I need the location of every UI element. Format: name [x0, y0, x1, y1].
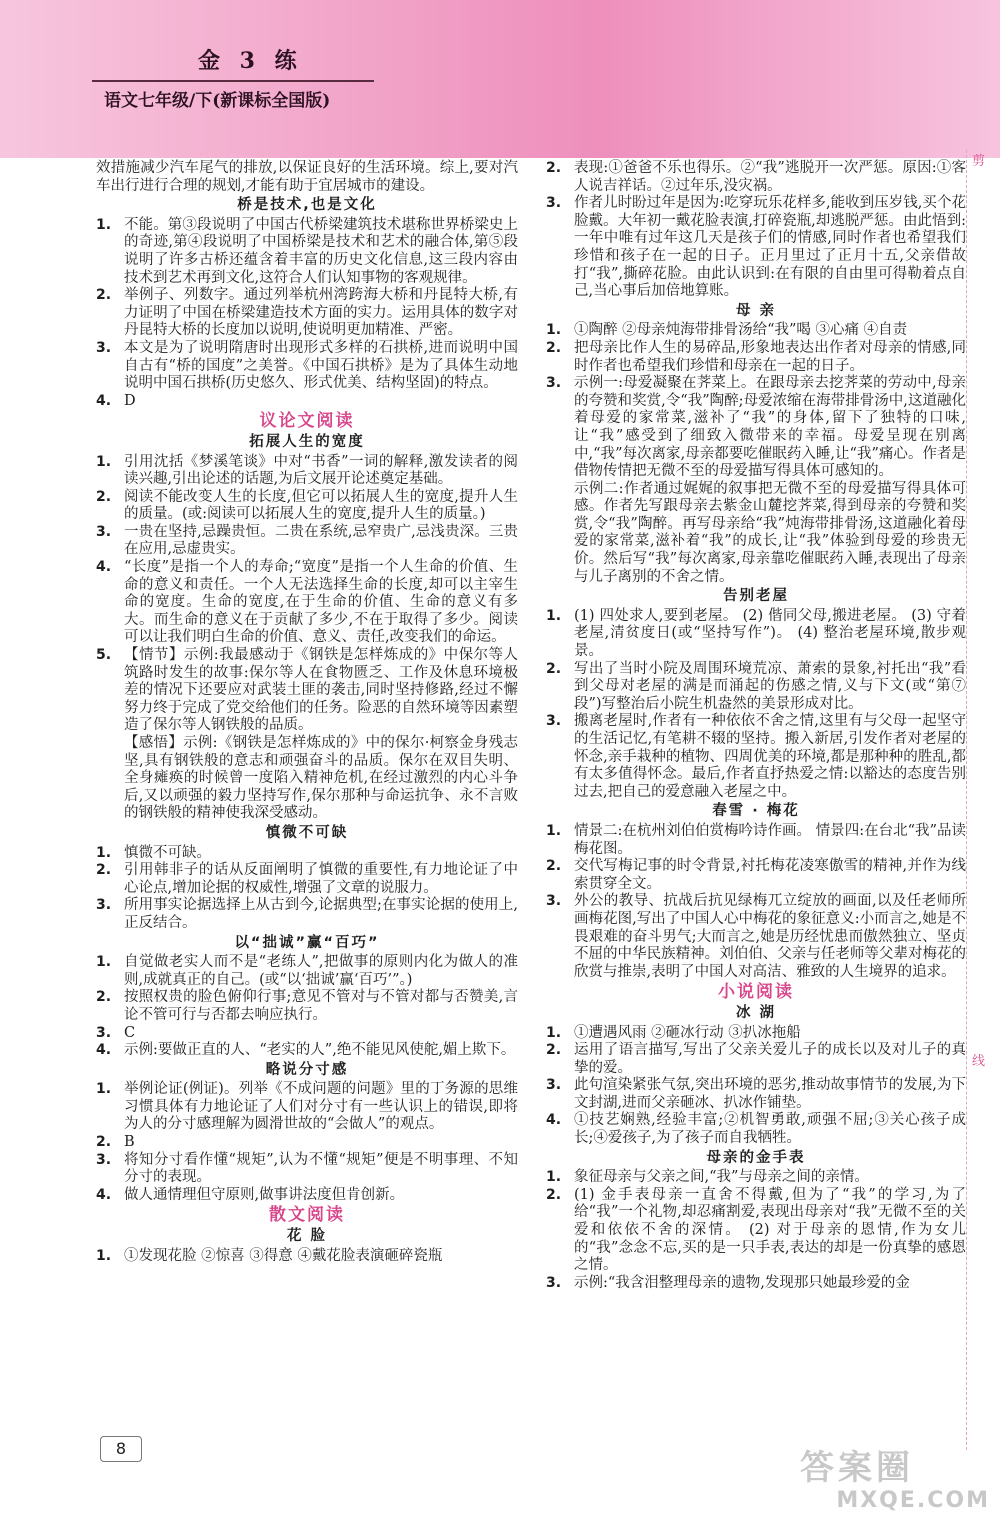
item-text: 作者儿时盼过年是因为:吃穿玩乐花样多,能收到压岁钱,买个花脸戴。大年初一戴花脸表演,打碎瓷瓶,却逃脱严惩。由此悟到:一年中唯有过年这几天是孩子们的情感,同时作者也希望我们珍惜和孩子在一起的日子。正月里过了正月十五,父亲借故打“我”,撕碎花脸。由此认识到:在有限的自由里可得勒着点自己,当心事后加倍地算账。: [574, 195, 966, 300]
item-number: 2.: [96, 989, 112, 1006]
item-text: 【感悟】示例:《钢铁是怎样炼成的》中的保尔·柯察金身残志坚,具有钢铁般的意志和顽强奋斗的品质。保尔在双目失明、全身瘫痪的时候曾一度陷入精神危机,在经过激烈的内心斗争后,又以顽强的毅力坚持写作,保尔那种与命运抗争、永不言败的钢铁般的精神使我深受感动。: [124, 735, 518, 822]
answer-item: [546, 1187, 966, 1275]
answer-item: [546, 893, 966, 981]
header-divider: [92, 80, 374, 82]
item-text: 引用韩非子的话从反面阐明了慎微的重要性,有力地论证了中心论点,增加论据的权威性,增强了文章的说服力。: [124, 862, 518, 896]
section-title: 散文阅读: [269, 1205, 345, 1226]
answer-item: [96, 862, 518, 897]
page-number: 8: [100, 1436, 142, 1462]
item-text: 一贵在坚持,忌躁贵恒。二贵在系统,忌窄贵广,忌浅贵深。三贵在应用,忌虚贵实。: [124, 523, 518, 558]
item-number: 4.: [96, 1186, 112, 1203]
answer-item: [546, 160, 966, 195]
right-column: [546, 160, 966, 1292]
item-text: 交代写梅记事的时令背景,衬托梅花凌寒傲雪的精神,并作为线索贯穿全文。: [574, 858, 966, 892]
cut-mark-top: 剪: [972, 154, 986, 169]
cut-line-decoration: [966, 150, 987, 1450]
item-text: ①发现花脸 ②惊喜 ③得意 ④戴花脸表演砸碎瓷瓶: [124, 1247, 443, 1264]
answer-item: [546, 340, 966, 375]
item-text: 举例子、列数字。通过列举杭州湾跨海大桥和丹昆特大桥,有力证明了中国在桥梁建造技术方面的实力。运用具体的数字对丹昆特大桥的长度加以说明,使说明更加精准、严密。: [124, 287, 518, 339]
item-text: 做人通情理但守原则,做事讲法度但肯创新。: [124, 1186, 405, 1203]
watermark-url: MXQE.COM: [836, 1488, 990, 1513]
item-text: “长度”是指一个人的寿命;“宽度”是指一个人生命的价值、生命的意义和责任。一个人无法选择生命的长度,却可以主宰生命的宽度。生命的宽度,在于生命的价值、生命的意义有多大。而生命的意义在于贡献了多少,不在于取得了多少。阅读可以让我们明白生命的价值、意义、责任,改变我们的命运。: [124, 559, 518, 646]
item-text: (1) 四处求人,要到老屋。 (2) 偕同父母,搬进老屋。 (3) 守着老屋,清贫度日(或“坚持写作”)。 (4) 整治老屋环境,散步观景。: [574, 607, 966, 660]
answer-item: [96, 217, 518, 287]
item-number: 3.: [546, 893, 562, 910]
item-number: 3.: [546, 1077, 562, 1094]
answer-item: [96, 1025, 518, 1043]
item-number: 1.: [96, 216, 112, 233]
subsection-title: 冰 湖: [735, 1004, 777, 1021]
item-number: 1.: [96, 453, 112, 470]
answer-item: [546, 322, 966, 340]
subsection-title: 慎微不可缺: [265, 824, 349, 841]
watermark-logo: 答案圈: [800, 1448, 914, 1488]
item-text: 象征母亲与父亲之间,“我”与母亲之间的亲情。: [574, 1169, 869, 1186]
item-number: 2.: [96, 488, 112, 505]
item-number: 1.: [96, 1081, 112, 1098]
item-number: 4.: [96, 1042, 112, 1059]
site-watermark: [800, 1448, 990, 1518]
item-number: 1.: [546, 1024, 562, 1041]
item-number: 1.: [546, 822, 562, 839]
answer-item: [96, 524, 518, 559]
cut-mark-line: 线: [972, 1054, 986, 1069]
answer-item: [96, 1187, 518, 1205]
answer-item: [546, 608, 966, 661]
item-text: 不能。第③段说明了中国古代桥梁建筑技术堪称世界桥梁史上的奇迹,第④段说明了中国桥梁是技术和艺术的融合体,第⑤段说明了许多古桥还蕴含着丰富的历史文化信息,这三段内容由技术到艺术再到文化,这符合人们认知事物的客观规律。: [124, 216, 518, 286]
answer-item: [96, 1248, 518, 1266]
subsection-title: 告别老屋: [723, 588, 789, 605]
item-text: 外公的教导、抗战后抗见绿梅兀立绽放的画面,以及任老师所画梅花图,写出了中国人心中梅花的象征意义:小而言之,她是不畏艰难的奋斗男气;大而言之,她是历经忧患而傲然独立、坚贞不屈的中华民族精神。刘伯伯、父亲与任老师等父辈对梅花的欣赏与推崇,表明了中国人对高洁、雅致的人生境界的追求。: [574, 893, 966, 980]
item-text: 将知分寸看作懂“规矩”,认为不懂“规矩”便是不明事理、不知分寸的表现。: [124, 1151, 518, 1186]
answer-item: [546, 713, 966, 801]
item-number: 2.: [546, 1186, 562, 1203]
answer-item: [96, 1134, 518, 1152]
item-text: 按照权贵的脸色俯仰行事;意见不管对与不管对都与否赞美,言论不管可行与否都去响应执行。: [124, 989, 518, 1023]
answer-item: [546, 1077, 966, 1112]
item-text: 运用了语言描写,写出了父亲关爱儿子的成长以及对儿子的真挚的爱。: [574, 1042, 966, 1076]
item-text: 示例:要做正直的人、“老实的人”,绝不能见风使舵,媚上欺下。: [124, 1042, 516, 1059]
item-number: 4.: [546, 1112, 562, 1129]
item-text: 示例一:母爱凝聚在荠菜上。在跟母亲去挖荠菜的劳动中,母亲的夸赞和奖赏,令“我”陶醉;母爱浓缩在海带排骨汤中,这道融化着母爱的家常菜,滋补了“我”的身体,留下了独特的口味,让“我”感受到了细致入微带来的幸福。母爱呈现在别离中,“我”每次离家,母亲都要吃催眠药入睡,让“我”痛心。作者是借物传情把无微不至的母爱描写得具体可感知的。: [574, 375, 966, 480]
item-number: 2.: [546, 1042, 562, 1059]
answer-item: [546, 481, 966, 587]
item-number: 1.: [96, 844, 112, 861]
subsection-title: 略说分寸感: [265, 1061, 349, 1078]
left-column: [96, 160, 518, 1265]
item-number: 4.: [96, 559, 112, 576]
item-text: 引用沈括《梦溪笔谈》中对“书香”一词的解释,激发读者的阅读兴趣,引出论述的话题,为后文展开论述奠定基础。: [124, 453, 518, 488]
answer-item: [96, 454, 518, 489]
item-text: C: [124, 1024, 136, 1041]
item-number: 3.: [96, 897, 112, 914]
answer-item: [96, 1081, 518, 1134]
answer-item: [96, 845, 518, 863]
item-number: 1.: [96, 954, 112, 971]
item-number: 2.: [546, 160, 562, 176]
item-text: 所用事实论据选择上从古到今,论据典型;在事实论据的使用上,正反结合。: [124, 897, 518, 931]
item-number: 3.: [546, 713, 562, 730]
item-text: ①技艺娴熟,经验丰富;②机智勇敢,顽强不屈;③关心孩子成长;④爱孩子,为了孩子而自我牺牲。: [574, 1112, 966, 1147]
item-number: 2.: [546, 660, 562, 677]
answer-item: [546, 375, 966, 481]
item-number: 1.: [546, 322, 562, 339]
answer-item: [546, 1112, 966, 1147]
item-number: 1.: [96, 1247, 112, 1264]
item-number: 5.: [96, 647, 112, 664]
answer-item: [96, 897, 518, 932]
answer-item: [546, 661, 966, 714]
answer-item: [546, 195, 966, 301]
subsection-title: 春雪 · 梅花: [712, 803, 800, 820]
answer-item: [546, 1169, 966, 1187]
page-header: [0, 0, 1000, 158]
item-text: 自觉做老实人而不是“老练人”,把做事的原则内化为做人的准则,成就真正的自己。(或“以‘拙诚’赢‘百巧’”。): [124, 954, 518, 988]
subsection-title: 母 亲: [735, 302, 777, 319]
answer-item: [96, 340, 518, 393]
answer-item: [96, 647, 518, 735]
item-text: 表现:①爸爸不乐也得乐。②“我”逃脱开一次严惩。原因:①客人说吉祥话。②过年乐,没灾祸。: [574, 160, 966, 194]
item-number: 3.: [96, 1024, 112, 1041]
subsection-title: 拓展人生的宽度: [249, 433, 365, 450]
item-text: 举例论证(例证)。列举《不成问题的问题》里的丁务源的思维习惯具体有力地论证了人们对分寸有一些认识上的错误,即将为人的分寸感理解为圆滑世故的“会做人”的观点。: [124, 1081, 518, 1133]
answer-item: [546, 823, 966, 858]
subsection-title: 母亲的金手表: [706, 1149, 806, 1166]
subsection-title: 花 脸: [286, 1228, 328, 1245]
answer-item: [96, 489, 518, 524]
item-text: ①陶醉 ②母亲炖海带排骨汤给“我”喝 ③心痛 ④自责: [574, 322, 908, 339]
subsection-title: 以“拙诚”赢“百巧”: [234, 934, 380, 951]
item-text: B: [124, 1134, 135, 1151]
answer-item: [96, 989, 518, 1024]
book-subtitle: 语文七年级/下(新课标全国版): [104, 91, 331, 111]
answer-item: [96, 1042, 518, 1060]
section-title: 议论文阅读: [259, 411, 355, 432]
item-number: 3.: [546, 1274, 562, 1291]
item-text: 此句渲染紧张气氛,突出环境的恶劣,推动故事情节的发展,为下文封湖,进而父亲砸冰、扒冰作铺垫。: [574, 1077, 966, 1111]
item-text: 【情节】示例:我最感动于《钢铁是怎样炼成的》中保尔等人筑路时发生的故事:保尔等人在食物匮乏、工作及休息环境极差的情况下还要应对武装土匪的袭击,同时坚持修路,经过不懈努力终于完成了党交给他们的任务。险恶的自然环境等因素塑造了保尔等人钢铁般的品质。: [124, 647, 518, 734]
item-text: 搬离老屋时,作者有一种依依不舍之情,这里有与父母一起坚守的生活记忆,有笔耕不辍的坚持。搬入新居,引发作者对老屋的怀念,亲手栽种的植物、四周优美的环境,都是那种种的胜乱,都有太多值得怀念。最后,作者直抒热爱之情:以豁达的态度告别过去,把自己的爱意融入老屋之中。: [574, 713, 966, 800]
answer-item: [96, 287, 518, 340]
item-number: 2.: [96, 1134, 112, 1151]
item-number: 2.: [546, 339, 562, 356]
continued-paragraph: 效措施减少汽车尾气的排放,以保证良好的生活环境。综上,要对汽车出行进行合理的规划,才能有助于宜居城市的建设。: [96, 160, 518, 194]
item-number: 1.: [546, 1169, 562, 1186]
subsection-title: 桥是技术,也是文化: [237, 197, 377, 214]
item-text: 阅读不能改变人生的长度,但它可以拓展人生的宽度,提升人生的质量。(或:阅读可以拓展人生的宽度,提升人生的质量。): [124, 488, 518, 523]
section-title: 小说阅读: [718, 982, 794, 1003]
item-number: 3.: [546, 375, 562, 392]
item-text: 把母亲比作人生的易碎品,形象地表达出作者对母亲的情感,同时作者也希望我们珍惜和母亲在一起的日子。: [574, 339, 966, 374]
answer-item: [96, 735, 518, 823]
item-number: 2.: [546, 858, 562, 875]
answer-item: [546, 858, 966, 893]
book-title: 金 3 练: [198, 48, 303, 74]
answer-item: [546, 1042, 966, 1077]
answer-item: [546, 1025, 966, 1043]
item-number: 1.: [546, 607, 562, 624]
item-text: 情景二:在杭州刘伯伯赏梅吟诗作画。 情景四:在台北“我”品读梅花图。: [574, 822, 966, 857]
item-number: 3.: [546, 195, 562, 212]
item-text: (1) 金手表母亲一直舍不得戴,但为了“我”的学习,为了给“我”一个礼物,却忍痛割爱,表现出母亲对“我”无微不至的关爱和依依不舍的深情。 (2) 对于母亲的恩情,作为女儿的“我”念念不忘,买的是一只手表,表达的却是一份真挚的感恩之情。: [574, 1186, 966, 1274]
item-text: 慎微不可缺。: [124, 844, 211, 861]
answer-item: [96, 393, 518, 411]
item-number: 3.: [96, 1151, 112, 1168]
item-number: 3.: [96, 339, 112, 356]
answer-item: [96, 559, 518, 647]
answer-item: [546, 1275, 966, 1293]
item-number: 3.: [96, 523, 112, 540]
item-text: 本文是为了说明隋唐时出现形式多样的石拱桥,进而说明中国自古有“桥的国度”之美誉。《中国石拱桥》是为了具体生动地说明中国石拱桥(历史悠久、形式优美、结构坚固)的特点。: [124, 339, 518, 392]
item-number: 4.: [96, 392, 112, 409]
answer-item: [96, 954, 518, 989]
item-text: 示例:“我含泪整理母亲的遗物,发现那只她最珍爱的金: [574, 1274, 910, 1291]
item-text: ①遭遇风雨 ②砸冰行动 ③扒冰拖船: [574, 1024, 801, 1041]
item-number: 2.: [96, 287, 112, 304]
item-text: D: [124, 392, 136, 409]
item-number: 2.: [96, 862, 112, 879]
item-text: 写出了当时小院及周围环境荒凉、萧索的景象,衬托出“我”看到父母对老屋的满是而涌起的伤感之情,义与下文(或“第⑦段”)写整治后小院生机盎然的美景形成对比。: [574, 660, 966, 712]
item-text: 示例二:作者通过娓娓的叙事把无微不至的母爱描写得具体可感。作者先写跟母亲去紫金山麓挖荠菜,得到母亲的夸赞和奖赏,令“我”陶醉。再写母亲给“我”炖海带排骨汤,这道融化着母爱的家常菜,滋补着“我”的成长,让“我”体验到母爱的珍贵无价。然后写“我”每次离家,母亲靠吃催眠药入睡,表现出了母亲与儿子离别的不舍之情。: [574, 480, 966, 585]
answer-item: [96, 1152, 518, 1187]
